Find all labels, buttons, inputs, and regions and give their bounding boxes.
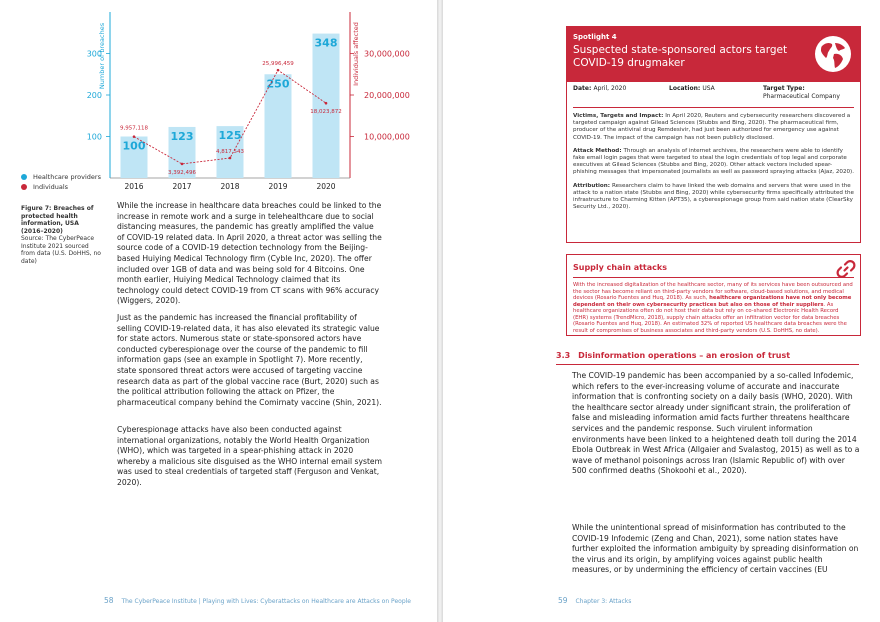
meta-date: Date: April, 2020 xyxy=(573,85,627,92)
x-tick-label: 2017 xyxy=(172,182,192,191)
meta-target-value: Pharmaceutical Company xyxy=(763,93,840,100)
spotlight-header xyxy=(567,27,860,82)
section-number: 3.3 xyxy=(556,351,571,360)
spotlight-body xyxy=(573,113,855,217)
y-tick-label: 300 xyxy=(86,49,102,59)
spotlight-section-victims: Victims, Targets and Impact: In April 2020, Reuters and cybersecurity researchers discovered a targeted campaign against Gilead Sciences (Stubbs and Bing, 2020). The pharmaceutical firm, producer of the antiviral drug Remdesivir, had just been authorized for emergency use against COVID-19. The impact of the campaign has not been publicly disclosed. xyxy=(573,113,851,141)
right-paragraph-2 xyxy=(572,523,860,576)
chart-legend xyxy=(21,173,101,193)
line-label: 18,023,872 xyxy=(310,109,342,116)
line-point xyxy=(325,102,328,105)
y2-tick-label: 30,000,000 xyxy=(364,49,410,59)
section-label: Attack Method xyxy=(573,147,620,154)
spotlight-meta xyxy=(573,85,854,108)
line-point xyxy=(229,157,232,160)
section-title: Disinformation operations – an erosion of trust xyxy=(578,351,791,360)
chain-link-icon xyxy=(836,259,856,279)
meta-target-label: Target Type xyxy=(763,85,803,92)
meta-target: Target Type: Pharmaceutical Company xyxy=(763,85,840,100)
right-footer xyxy=(558,596,631,605)
left-paragraph-2 xyxy=(117,313,383,408)
x-tick-label: 2018 xyxy=(220,182,240,191)
section-label: Attribution xyxy=(573,182,608,189)
right-paragraph-1 xyxy=(572,371,860,477)
line-label: 4,817,543 xyxy=(216,149,244,156)
meta-date-value: April, 2020 xyxy=(593,85,627,92)
bar-label: 123 xyxy=(170,129,194,143)
line-label: 25,996,459 xyxy=(262,61,294,68)
paragraph-text: While the increase in healthcare data breaches could be linked to the increase in remote work and a surge in telehealthcare due to social distancing measures, the pandemic has greatly amplified the value of COVID-19 related data. In April 2020, a threat actor was selling the source code of a COVID-19 detection technology from the Beijing-based Huiying Medical Technology firm (Cyble Inc, 2020). The offer included over 1GB of data and was being sold for 4 Bitcoins. One month earlier, Huiying Medical Technology claimed that its technology could detect COVID-19 from CT scans with 96% accuracy (Wiggers, 2020). xyxy=(117,201,382,306)
legend-item-individuals xyxy=(21,183,101,191)
paragraph-text: The COVID-19 pandemic has been accompanied by a so-called Infodemic, which refers to the ever-increasing volume of accurate and inaccurate information that is confronting society on a daily basis (WHO, 2020). With the healthcare sector already under significant strain, the proliferation of false and misleading information amid facts further threatens healthcare services and the pandemic response. Such virulent information environments have been linked to a heightened death toll during the 2014 Ebola Outbreak in West Africa (Allgaier and Svalastog, 2015) as well as to a wave of methanol poisonings across Iran (Islamic Republic of) with over 500 confirmed deaths (Shokoohi et al., 2020). xyxy=(572,371,860,476)
x-tick-label: 2016 xyxy=(124,182,144,191)
y-axis-title: Number of breaches xyxy=(98,22,106,90)
supply-chain-title: Supply chain attacks xyxy=(573,263,667,272)
supply-chain-emphasis: healthcare organizations have not only become dependent on their own cybersecurity practices but also on those of their suppliers xyxy=(573,295,852,308)
spotlight-kicker: Spotlight 4 xyxy=(573,33,617,41)
y2-tick-label: 10,000,000 xyxy=(364,132,410,142)
globe-icon xyxy=(813,34,853,74)
meta-location: Location: USA xyxy=(669,85,715,92)
line-label: 3,392,496 xyxy=(168,169,196,176)
left-paragraph-3 xyxy=(117,425,383,489)
paragraph-text: Just as the pandemic has increased the financial profitability of selling COVID-19-related data, it has also elevated its strategic value for state actors. Numerous state or state-sponsored actors have conducted cyberespionage over the course of the pandemic to fill information gaps (see an example in Spotlight 7). More recently, state sponsored threat actors were accused of targeting vaccine research data as part of the global vaccine race (Burt, 2020) such as the political attribution following the attack on Pfizer, the pharmaceutical company behind the Comirnaty vaccine (Shin, 2021). xyxy=(117,313,382,407)
supply-chain-text: With the increased digitalization of the healthcare sector, many of its services have been outsourced and the sector has become reliant on third-party vendors for software, cloud-based solutions, and medical devices (Rosario Fuentes and Huq, 2018). As such, xyxy=(573,282,853,301)
legend-label-individuals: Individuals xyxy=(33,183,69,191)
breaches-chart xyxy=(80,10,420,195)
line-point xyxy=(277,69,280,72)
meta-location-value: USA xyxy=(702,85,715,92)
page-number: 58 xyxy=(104,596,114,605)
left-page xyxy=(0,0,437,622)
bar-label: 100 xyxy=(122,139,146,153)
line-point xyxy=(133,135,136,138)
section-heading xyxy=(556,351,790,360)
bar xyxy=(313,34,340,178)
section-text: Researchers claim to have linked the web domains and servers that were used in the attack to a nation state (Stubbs and Bing, 2020) while cybersecurity firms specifically attributed the infrastructure to Charming Kitten (APT35), a cyberespionage group from said nation state (ClearSky Security Ltd., 2020). xyxy=(573,182,854,211)
section-label: Victims, Targets and Impact xyxy=(573,113,662,119)
figure-caption xyxy=(21,205,101,265)
spotlight-section-attack-method: Attack Method: Through an analysis of internet archives, the researchers were able to identify fake email login pages that were targeted to steal the login credentials of top legal and corporate executives at Gilead Sciences (Stubbs and Bing, 2020). Other attack vectors included spear-phishing messages that impersonated journalists as well as password spraying attacks (Ajaz, 2020). xyxy=(573,147,855,176)
supply-chain-body xyxy=(573,282,855,334)
legend-swatch-healthcare xyxy=(21,174,27,180)
y-tick-label: 100 xyxy=(86,132,102,142)
figure-caption-title: Figure 7: Breaches of protected health information, USA (2016–2020) xyxy=(21,205,94,235)
x-tick-label: 2020 xyxy=(316,182,336,191)
footer-text: The CyberPeace Institute | Playing with Lives: Cyberattacks on Healthcare are Attacks on People xyxy=(121,598,411,605)
line-point xyxy=(181,163,184,166)
figure-caption-source: Source: The CyberPeace Institute 2021 sourced from data (U.S. DoHHS, no date) xyxy=(21,235,101,265)
meta-location-label: Location xyxy=(669,85,698,92)
footer-text: Chapter 3: Attacks xyxy=(575,598,632,605)
section-rule xyxy=(556,364,859,365)
legend-label-healthcare: Healthcare providers xyxy=(33,173,101,181)
legend-swatch-individuals xyxy=(21,184,27,190)
bar-label: 250 xyxy=(266,77,290,91)
y2-tick-label: 20,000,000 xyxy=(364,91,410,100)
legend-item-healthcare xyxy=(21,173,101,181)
meta-date-label: Date xyxy=(573,85,589,92)
section-text: In April 2020, Reuters and cybersecurity researchers discovered a targeted campaign against Gilead Sciences (Stubbs and Bing, 2020). The pharmaceutical firm, producer of the antiviral drug Remdesivir, had just been authorized for emergency use against COVID-19. The impact of the campaign has not been publicly disclosed. xyxy=(573,113,851,141)
y2-axis-title: Individuals affected xyxy=(352,22,360,86)
left-paragraph-1 xyxy=(117,201,383,307)
supply-chain-text-cont: . As healthcare organizations often do not host their data but rely on co-shared Electronic Health Record (EHR) systems (TrendMicro, 2018), supply chain attacks offer an infiltration vector for data breaches (Rosario Fuentes and Huq, 2018). An estimated 32% of reported US healthcare data breaches were the result of compromises of business associates and third-party vendors (U.S. DoHHS, no date). xyxy=(573,301,847,334)
page-number: 59 xyxy=(558,596,568,605)
spotlight-box xyxy=(566,26,861,243)
bar-label: 348 xyxy=(314,36,338,50)
paragraph-text: While the unintentional spread of misinformation has contributed to the COVID-19 Infodemic (Zeng and Chan, 2021), some nation states have further exploited the information ambiguity by spreading disinformation on the virus and its origin, by amplifying voices against public health measures, or by undermining the efficiency of certain vaccines (EU xyxy=(572,523,859,575)
y-tick-label: 200 xyxy=(86,91,102,100)
supply-chain-box xyxy=(566,254,861,336)
paragraph-text: Cyberespionage attacks have also been conducted against international organizations, notably the World Health Organization (WHO), which was targeted in a spear-phishing attack in 2020 whereby a malicious site disguised as the WHO internal email system was used to steal credentials of targeted staff (Ferguson and Venkat, 2020). xyxy=(117,425,382,487)
supply-chain-rule xyxy=(573,277,854,278)
left-footer xyxy=(104,596,411,605)
bar-label: 125 xyxy=(218,129,242,143)
spotlight-section-attribution: Attribution: Researchers claim to have linked the web domains and servers that were used in the attack to a nation state (Stubbs and Bing, 2020) while cybersecurity firms specifically attributed the infrastructure to Charming Kitten (APT35), a cyberespionage group from said nation state (ClearSky Security Ltd., 2020). xyxy=(573,182,854,211)
spotlight-title: Suspected state-sponsored actors target COVID-19 drugmaker xyxy=(573,44,788,69)
section-text: Through an analysis of internet archives, the researchers were able to identify fake email login pages that were targeted to steal the login credentials of top legal and corporate executives at Gilead Sciences (Stubbs and Bing, 2020). Other attack vectors included spear-phishing messages that impersonated journalists as well as password spraying attacks (Ajaz, 2020). xyxy=(573,147,855,176)
x-tick-label: 2019 xyxy=(268,182,288,191)
line-label: 9,957,118 xyxy=(120,125,148,132)
book-gutter xyxy=(437,0,443,622)
